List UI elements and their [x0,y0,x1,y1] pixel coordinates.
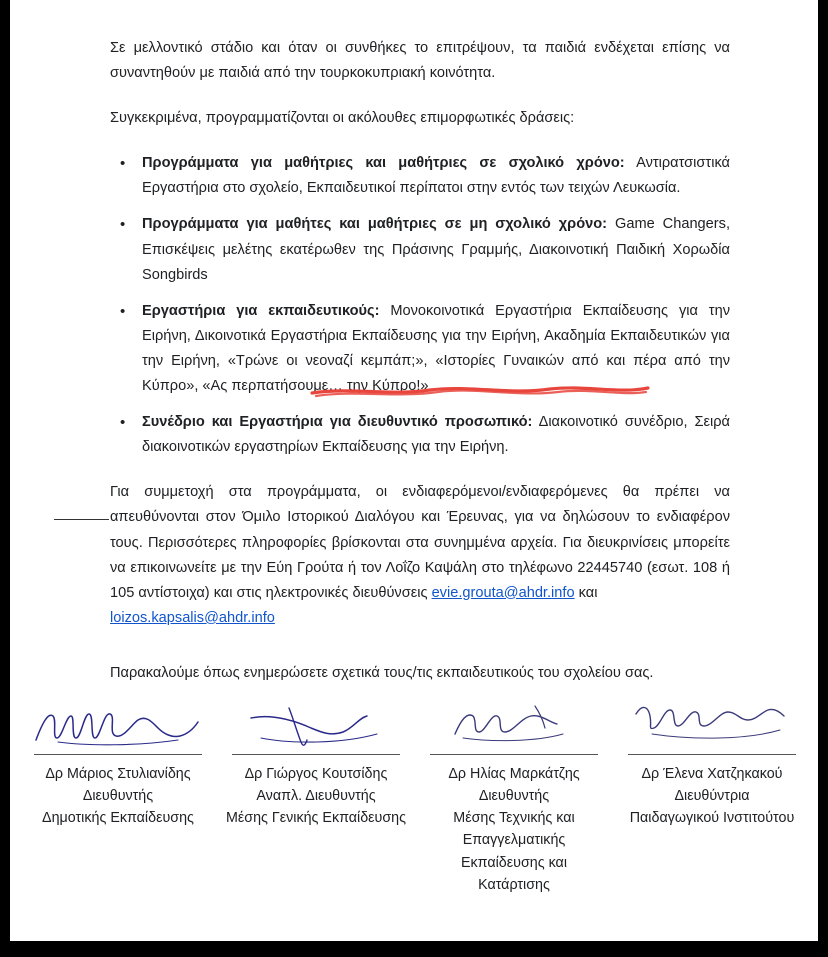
signature-name-4: Δρ Έλενα Χατζηκακού [641,766,783,782]
signature-role-3-line-2: Μέσης Τεχνικής και [453,810,575,827]
paragraph-participation-text: Για συμμετοχή στα προγράμματα, οι ενδιαφερόμενοι/ενδιαφερόμενες θα πρέπει να απευθύνονται στον Όμιλο Ιστορικού Διαλόγου και Έρευνας, για να δηλώσουν το ενδιαφέρον τους. Περισσότερες πληροφορίες βρίσκονται στα συνημμένα αρχεία. Για διευκρινίσεις μπορείτε να επικοινωνείτε με την Εύη Γρούτα ή τον Λοΐζο Καψάλη στο τηλέφωνο 22445740 (εσωτ. 108 ή 105 αντίστοιχα) και στις ηλεκτρονικές διευθύνσεις [110,484,730,601]
signature-rule-4 [628,754,796,755]
paragraph-intro: Σε μελλοντικό στάδιο και όταν οι συνθήκες το επιτρέψουν, τα παιδιά ενδέχεται επίσης να συναντηθούν με παιδιά από την τουρκοκυπριακή κοινότητα. [110,40,730,82]
paragraph-participation [110,480,730,631]
handwritten-signature-icon [28,694,208,752]
list-item-title: Συνέδριο και Εργαστήρια για διευθυντικό προσωπικό: [142,414,533,431]
list-item-title: Προγράμματα για μαθήτριες και μαθήτριες σε σχολικό χρόνο: [142,155,625,172]
signature-role-3-line-5: Κατάρτισης [478,876,550,893]
document-page [10,0,818,957]
page-left-margin [0,0,10,957]
paragraph-participation-conjunction: και [574,584,598,601]
signature-role-3-line-4: Εκπαίδευσης και [461,854,567,871]
signature-role-1-line-1: Διευθυντής [82,788,154,805]
paragraph-closing: Παρακαλούμε όπως ενημερώσετε σχετικά τους/τις εκπαιδευτικούς του σχολείου σας. [110,664,654,681]
handwritten-signature-icon [439,694,589,752]
signature-role-2-line-2: Μέσης Γενικής Εκπαίδευσης [225,810,407,827]
signature-column-2 [218,690,414,829]
signature-column-4 [614,690,810,829]
signature-column-1 [20,690,216,829]
list-item-title: Προγράμματα για μαθήτες και μαθήτριες σε μη σχολικό χρόνο: [142,216,608,233]
signature-rule-3 [430,754,598,755]
actions-list [110,151,730,460]
signature-role-1-line-2: Δημοτικής Εκπαίδευσης [42,810,194,827]
list-item [142,299,730,399]
signature-name-3: Δρ Ηλίας Μαρκάτζης [448,766,580,782]
signature-role-4-line-2: Παιδαγωγικού Ινστιτούτου [629,810,795,827]
list-item-title: Εργαστήρια για εκπαιδευτικούς: [142,302,380,319]
signature-image-3 [416,690,612,752]
signature-role-4-line-1: Διευθύντρια [674,788,750,805]
paragraph-lead-in: Συγκεκριμένα, προγραμματίζονται οι ακόλουθες επιμορφωτικές δράσεις: [110,110,575,127]
signature-image-4 [614,690,810,752]
list-item-text: Game Changers, Επισκέψεις μελέτης εκατέρωθεν της Πράσινης Γραμμής, Διακοινοτική Παιδική Χορωδία Songbirds [142,216,730,283]
email-link-grouta[interactable]: evie.grouta@ahdr.info [431,584,575,601]
list-item-text: Αντιρατσιστικά Εργαστήρια στο σχολείο, Εκπαιδευτικοί περίπατοι στην εντός των τειχών Λευκωσία. [142,155,730,197]
signature-role-3-line-3: Επαγγελματικής [462,832,566,849]
signature-block [20,690,810,896]
list-item [142,410,730,460]
signature-role-2-line-1: Αναπλ. Διευθυντής [256,788,376,805]
email-link-kapsalis[interactable]: loizos.kapsalis@ahdr.info [110,609,275,626]
signature-column-3 [416,690,612,896]
signature-rule-1 [34,754,202,755]
list-item-text: Μονοκοινοτικά Εργαστήρια Εκπαίδευσης για την Ειρήνη, Δικοινοτικά Εργαστήρια Εκπαίδευσης για την Ειρήνη, Ακαδημία Εκπαιδευτικών για την Ειρήνη, «Τρώνε οι νεοναζί κεμπάπ;», «Ιστορίες Γυναικών από και πέρα από την Κύπρο», «Ας περπατήσουμε… την Κύπρο!» [142,302,730,395]
signature-role-3-line-1: Διευθυντής [478,788,550,805]
signature-name-2: Δρ Γιώργος Κουτσίδης [244,766,388,782]
list-item-text: Διακοινοτικό συνέδριο, Σειρά διακοινοτικών εργαστηρίων Εκπαίδευσης για την Ειρήνη. [142,414,730,456]
handwritten-signature-icon [622,694,802,752]
signature-name-1: Δρ Μάριος Στυλιανίδης [45,766,191,782]
signature-image-1 [20,690,216,752]
document-body [110,0,730,706]
page-bottom-margin [0,941,828,957]
page-right-margin [818,0,828,957]
signature-image-2 [218,690,414,752]
list-item [142,151,730,201]
signature-rule-2 [232,754,400,755]
list-item [142,212,730,287]
margin-rule [54,519,109,520]
handwritten-signature-icon [231,694,401,752]
